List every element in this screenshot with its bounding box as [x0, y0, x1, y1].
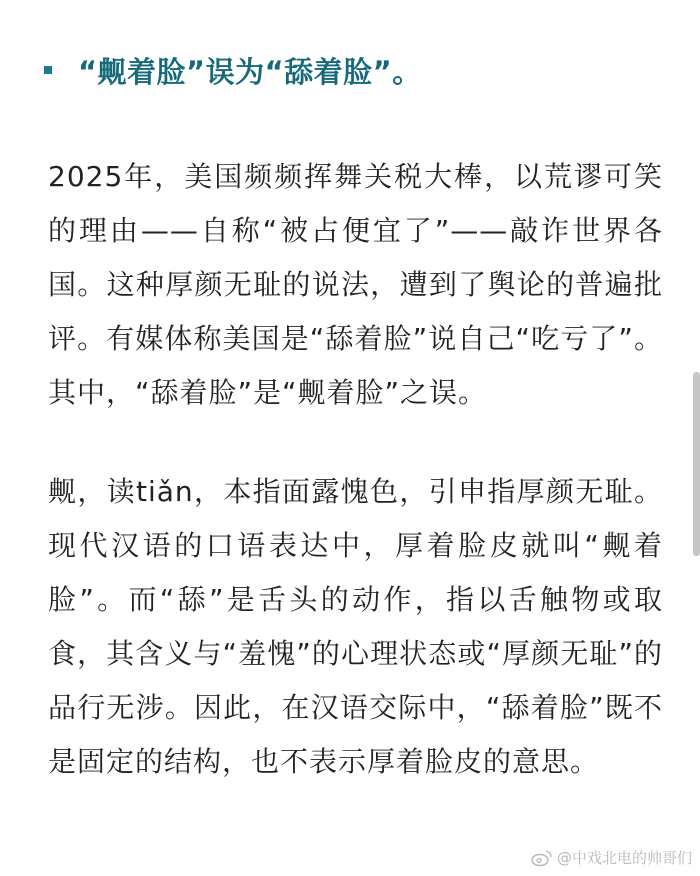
- watermark: [531, 847, 692, 868]
- weibo-logo-icon: [531, 849, 553, 867]
- section-heading: [44, 48, 422, 92]
- body-paragraph-1: 2025年，美国频频挥舞关税大棒，以荒谬可笑的理由——自称“被占便宜了”——敲诈世界各国。这种厚颜无耻的说法，遭到了舆论的普遍批评。有媒体称美国是“舔着脸”说自己“吃亏了”。其中，“舔着脸”是“觍着脸”之误。: [48, 160, 663, 409]
- body-paragraph-2: 觍，读tiǎn，本指面露愧色，引申指厚颜无耻。现代汉语的口语表达中，厚着脸皮就叫“觍着脸”。而“舔”是舌头的动作，指以舌触物或取食，其含义与“羞愧”的心理状态或“厚颜无耻”的品行无涉。因此，在汉语交际中，“舔着脸”既不是固定的结构，也不表示厚着脸皮的意思。: [48, 475, 663, 778]
- square-bullet-icon: [44, 66, 52, 74]
- heading-text: “觍着脸”误为“舔着脸”。: [78, 54, 422, 89]
- watermark-text: @中戏北电的帅哥们: [556, 849, 692, 867]
- scrollbar-thumb[interactable]: [693, 372, 700, 556]
